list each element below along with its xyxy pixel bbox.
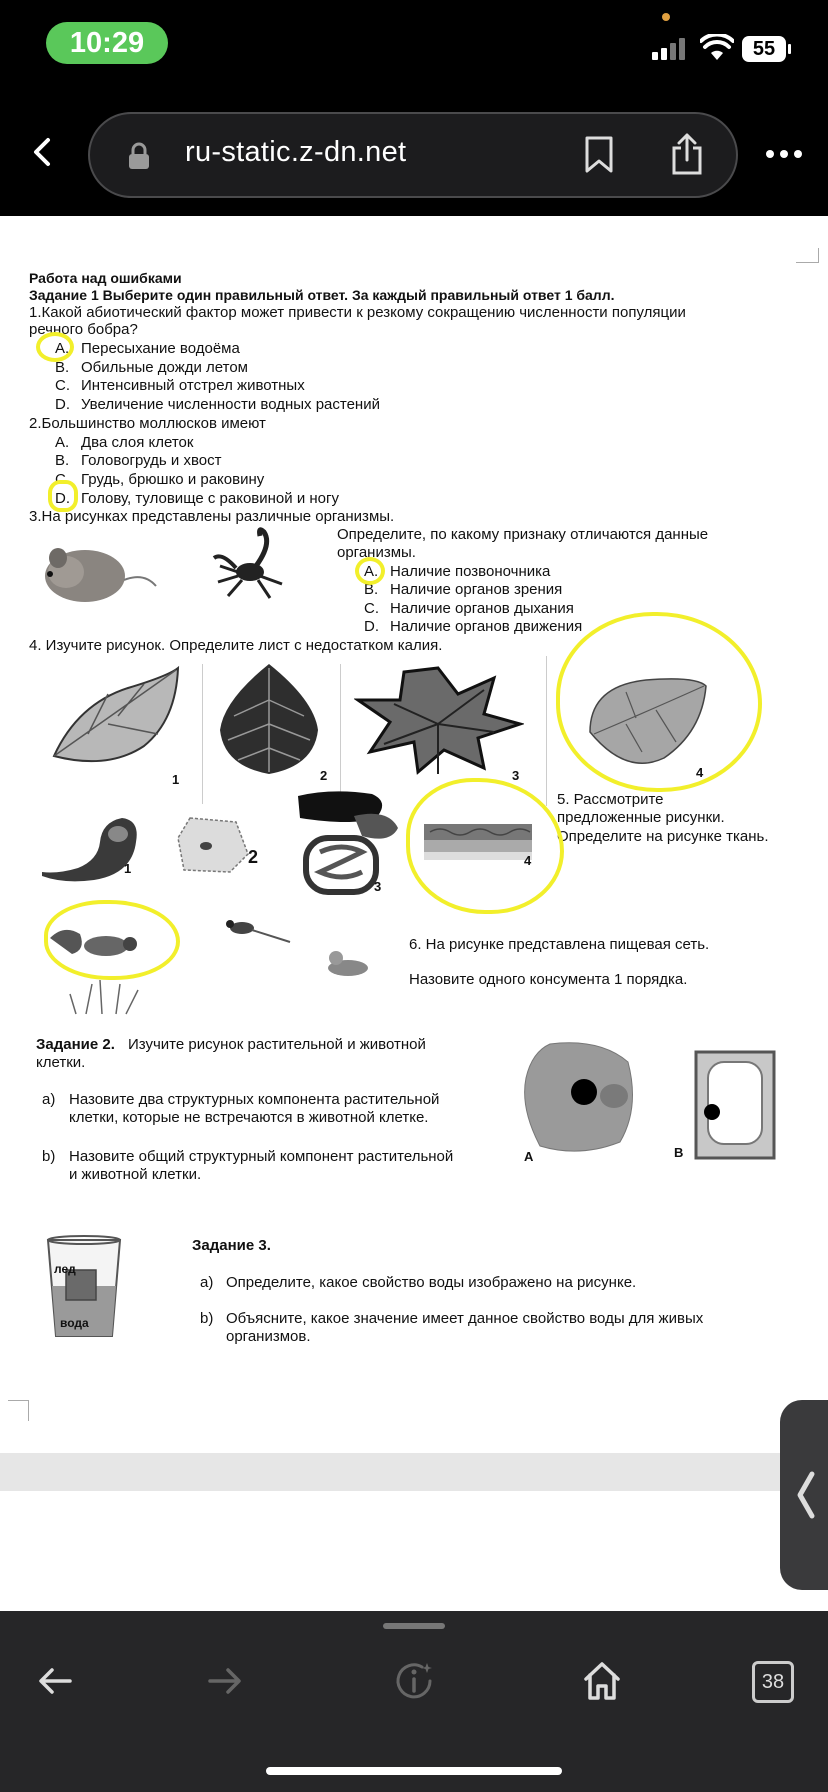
answer-highlight-circle: [406, 778, 564, 914]
chevron-left-icon: [794, 1470, 818, 1520]
q1-option-letter: A.: [55, 340, 70, 357]
task2-header-cont: клетки.: [36, 1054, 86, 1071]
info-icon[interactable]: [392, 1659, 436, 1703]
document-page: [0, 216, 828, 1453]
task3-a-text: Определите, какое свойство воды изображено на рисунке.: [226, 1274, 637, 1291]
q3-option-text: Наличие органов зрения: [390, 581, 563, 598]
bookmark-icon[interactable]: [584, 136, 614, 174]
q1-text-cont: речного бобра?: [29, 321, 138, 338]
share-icon[interactable]: [670, 132, 704, 176]
toolbar-handle[interactable]: [383, 1623, 445, 1629]
more-icon[interactable]: [764, 148, 804, 160]
home-indicator: [266, 1767, 562, 1775]
answer-highlight-circle: [44, 900, 180, 980]
q2-option-text: Головогрудь и хвост: [81, 452, 222, 469]
answer-highlight-circle: [36, 332, 74, 362]
animal-cell-image: [520, 1038, 640, 1158]
tabs-icon[interactable]: 38: [752, 1661, 794, 1703]
leaf-label-3: 3: [512, 768, 520, 783]
small-animal-image: [320, 946, 376, 978]
status-bar: [0, 0, 828, 90]
task2-header-text: Изучите рисунок растительной и животной: [128, 1036, 426, 1053]
organ-label-4: 4: [524, 853, 532, 868]
q1-option-letter: D.: [55, 396, 70, 413]
task3-header: Задание 3.: [192, 1237, 271, 1254]
task2-a-text-cont: клетки, которые не встречаются в животной клетке.: [69, 1109, 429, 1126]
q3-option-letter: A.: [364, 563, 379, 580]
q5-text-cont: предложенные рисунки.: [557, 809, 725, 826]
q1-option-letter: B.: [55, 359, 70, 376]
q1-option-text: Интенсивный отстрел животных: [81, 377, 305, 394]
status-time: 10:29: [46, 22, 168, 64]
task3-b-text: Объясните, какое значение имеет данное свойство воды для живых: [226, 1310, 704, 1327]
browser-bottom-toolbar: [0, 1611, 828, 1792]
task1-header: Задание 1 Выберите один правильный ответ. За каждый правильный ответ 1 балл.: [29, 287, 615, 303]
url-text: ru-static.z-dn.net: [185, 136, 407, 168]
plant-cell-image: [692, 1048, 778, 1162]
bird-image: [212, 912, 292, 946]
forward-icon[interactable]: [202, 1659, 246, 1703]
page-corner-bottom-left: [8, 1400, 29, 1421]
q3-option-letter: B.: [364, 581, 379, 598]
q6-text-cont: Назовите одного консумента 1 порядка.: [409, 971, 688, 988]
glass-label-water: вода: [60, 1316, 89, 1330]
cell-label-a: A: [524, 1149, 534, 1164]
scorpion-image: [212, 524, 292, 610]
leaf-label-2: 2: [320, 768, 328, 783]
leaf-label-1: 1: [172, 772, 180, 787]
q2-option-text: Голову, туловище с раковиной и ногу: [81, 490, 339, 507]
glass-label-ice: лед: [54, 1262, 76, 1276]
task3-a-letter: a): [200, 1274, 214, 1291]
organ-label-3: 3: [374, 879, 382, 894]
back-icon[interactable]: [34, 1659, 78, 1703]
q3-prompt: Определите, по какому признаку отличаются данные: [337, 526, 709, 543]
divider-line: [202, 664, 203, 804]
q1-text: 1.Какой абиотический фактор может привести к резкому сокращению численности популяции: [29, 304, 686, 321]
task2-b-text-cont: и животной клетки.: [69, 1166, 202, 1183]
tissue-image: [176, 814, 252, 874]
q6-text: 6. На рисунке представлена пищевая сеть.: [409, 936, 710, 953]
signal-icon: [652, 36, 690, 60]
q1-option-text: Обильные дожди летом: [81, 359, 248, 376]
leaf-1-image: [48, 664, 188, 774]
q3-option-text: Наличие органов движения: [390, 618, 583, 635]
viewer-background: [0, 1491, 828, 1611]
cell-label-b: B: [674, 1145, 684, 1160]
q3-text: 3.На рисунках представлены различные организмы.: [29, 508, 395, 525]
q2-option-letter: A.: [55, 434, 70, 451]
q2-text: 2.Большинство моллюсков имеют: [29, 415, 266, 432]
answer-highlight-circle: [556, 612, 762, 792]
task2-header: Задание 2.: [36, 1036, 115, 1053]
q1-option-letter: C.: [55, 377, 70, 394]
lock-icon: [128, 142, 150, 170]
q2-option-letter: C.: [55, 471, 70, 488]
chevron-left-icon[interactable]: [24, 132, 64, 172]
mouse-image: [40, 528, 160, 610]
page-gap: [0, 1453, 828, 1491]
q3-option-letter: C.: [364, 600, 379, 617]
organ-label-2: 2: [248, 847, 259, 867]
q3-option-letter: D.: [364, 618, 379, 635]
q5-text-cont: Определите на рисунке ткань.: [557, 828, 769, 845]
q1-option-text: Пересыхание водоёма: [81, 340, 240, 357]
q4-text: 4. Изучите рисунок. Определите лист с недостатком калия.: [29, 637, 443, 654]
task3-b-text-cont: организмов.: [226, 1328, 311, 1345]
task2-b-letter: b): [42, 1148, 56, 1165]
task3-b-letter: b): [200, 1310, 214, 1327]
task2-b-text: Назовите общий структурный компонент растительной: [69, 1148, 454, 1165]
doc-title: Работа над ошибками: [29, 270, 182, 286]
home-icon[interactable]: [580, 1659, 624, 1703]
privacy-dot: [662, 13, 670, 21]
q3-prompt-cont: организмы.: [337, 544, 416, 561]
q3-option-text: Наличие позвоночника: [390, 563, 551, 580]
organ-label-1: 1: [124, 861, 132, 876]
q2-option-text: Два слоя клеток: [81, 434, 194, 451]
address-bar[interactable]: [88, 112, 738, 198]
digestive-system-image: [292, 788, 406, 900]
divider-line: [546, 656, 547, 806]
task2-a-letter: a): [42, 1091, 56, 1108]
divider-line: [340, 664, 341, 804]
leaf-3-image: [354, 664, 524, 776]
page-corner-top-right: [796, 248, 819, 263]
battery-tip: [788, 44, 791, 54]
q2-option-letter: D.: [55, 490, 70, 507]
answer-highlight-circle: [355, 557, 385, 585]
q3-option-text: Наличие органов дыхания: [390, 600, 574, 617]
q2-option-text: Грудь, брюшко и раковину: [81, 471, 265, 488]
task2-a-text: Назовите два структурных компонента растительной: [69, 1091, 440, 1108]
q2-option-letter: B.: [55, 452, 70, 469]
side-panel-tab[interactable]: [780, 1400, 828, 1590]
q1-option-text: Увеличение численности водных растений: [81, 396, 380, 413]
battery-indicator: 55: [742, 36, 786, 62]
leaf-2-image: [214, 660, 324, 780]
q5-text: 5. Рассмотрите: [557, 791, 664, 808]
leaf-label-4: 4: [696, 765, 704, 780]
browser-top-bar: [0, 90, 828, 216]
wifi-icon: [700, 34, 734, 62]
